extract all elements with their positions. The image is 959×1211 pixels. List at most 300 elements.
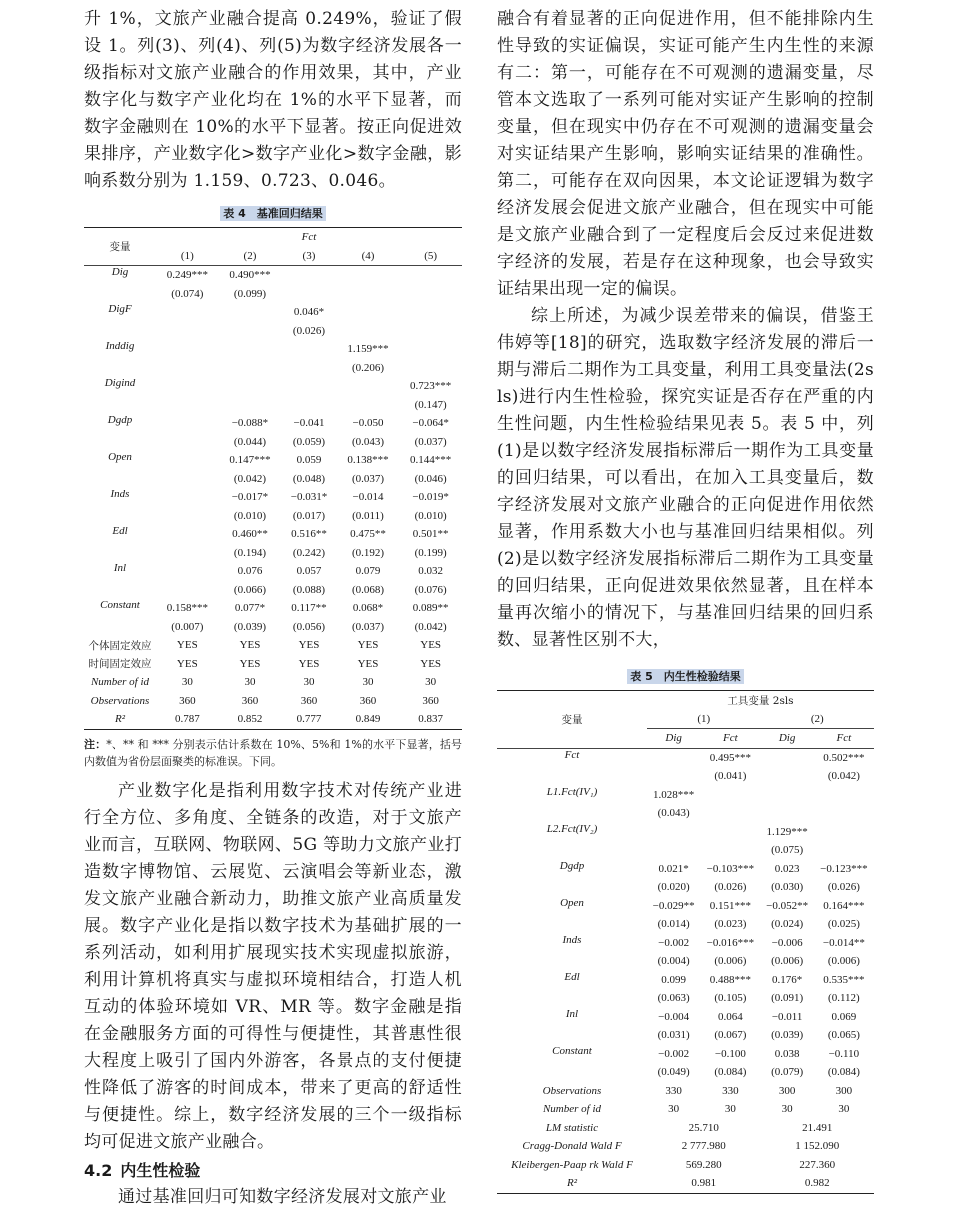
std-error-cell (399, 359, 462, 378)
stat-cell: 30 (244, 676, 256, 689)
std-error-cell (760, 767, 813, 786)
stat-cell: 30 (362, 676, 374, 689)
table-4 (84, 227, 462, 730)
stat-cell: 360 (241, 694, 259, 707)
std-error-cell: (0.006) (771, 955, 804, 968)
coefficient-cell (156, 340, 219, 359)
row-label: Dgdp (107, 414, 133, 426)
coefficient-cell (399, 340, 462, 359)
stat-cell: YES (420, 657, 442, 670)
table-row (84, 414, 462, 433)
coefficient-cell: −0.088* (231, 417, 269, 430)
table-4-note: 注：*、** 和 *** 分别表示估计系数在 10%、5%和 1%的水平下显著，括号内数值为省份层面聚类的标准误。下同。 (84, 737, 462, 768)
coefficient-cell: −0.002 (658, 1047, 690, 1060)
coefficient-cell (760, 786, 813, 805)
std-error-cell: (0.037) (351, 472, 385, 485)
coefficient-cell: 0.099 (661, 973, 686, 986)
coefficient-cell (156, 451, 219, 470)
std-error-cell: (0.147) (414, 398, 447, 411)
std-error-cell: (0.030) (771, 881, 804, 894)
coefficient-cell: 0.460** (232, 528, 268, 541)
table-row (84, 655, 462, 674)
coefficient-cell: −0.031* (290, 491, 328, 504)
std-error-cell: (0.192) (351, 546, 385, 559)
std-error-cell (337, 322, 400, 341)
std-error-cell (156, 544, 219, 563)
std-error-cell: (0.031) (657, 1029, 690, 1042)
row-label: Cragg-Donald Wald F (522, 1140, 622, 1153)
table-row (84, 340, 462, 359)
row-label: Constant (100, 599, 140, 611)
table-row (497, 786, 874, 805)
std-error-cell (156, 507, 219, 526)
coefficient-cell: 0.038 (774, 1047, 800, 1060)
stat-cell: 330 (665, 1084, 682, 1097)
std-error-cell: (0.044) (233, 435, 266, 448)
table-5 (497, 690, 874, 1194)
coefficient-cell (156, 562, 219, 581)
table-row (84, 636, 462, 655)
column-header: (4) (337, 247, 400, 266)
row-label: Open (108, 451, 132, 463)
std-error-cell: (0.199) (414, 546, 447, 559)
table-row (84, 599, 462, 618)
std-error-cell (337, 396, 400, 415)
row-label: Observations (90, 694, 150, 707)
coefficient-cell (399, 303, 462, 322)
std-error-cell (760, 804, 813, 823)
column-header: Fct (156, 228, 462, 247)
stat-cell: YES (298, 639, 320, 652)
std-error-cell: (0.043) (657, 807, 690, 820)
coefficient-cell: −0.029** (652, 899, 695, 912)
coefficient-cell: −0.041 (293, 417, 325, 430)
table-row (84, 562, 462, 581)
stat-cell: 30 (303, 676, 315, 689)
table-row (497, 748, 874, 767)
std-error-cell: (0.059) (292, 435, 325, 448)
table-row (497, 1045, 874, 1064)
std-error-cell: (0.026) (714, 881, 747, 894)
coefficient-cell (337, 303, 400, 322)
table-row (84, 266, 462, 285)
stat-cell: YES (176, 657, 198, 670)
table-row (497, 1008, 874, 1027)
std-error-cell: (0.017) (292, 509, 325, 522)
std-error-cell: (0.068) (351, 583, 385, 596)
coefficient-cell: 1.028*** (653, 788, 695, 801)
stat-cell: 300 (835, 1084, 853, 1097)
coefficient-cell (281, 377, 336, 396)
std-error-cell: (0.011) (352, 509, 384, 522)
coefficient-cell: 0.089** (412, 602, 449, 615)
stat-cell: 21.491 (802, 1121, 833, 1134)
row-label: LM statistic (545, 1121, 599, 1134)
column-header: (5) (399, 247, 462, 266)
coefficient-cell: −0.016*** (706, 936, 755, 949)
table-row (497, 934, 874, 953)
coefficient-cell: 0.032 (418, 565, 444, 578)
table-row (497, 1100, 874, 1119)
coefficient-cell: 0.502*** (823, 751, 865, 764)
coefficient-cell: 0.501** (412, 528, 449, 541)
stat-cell: 0.849 (337, 710, 400, 729)
coefficient-cell: 0.516** (291, 528, 327, 541)
table-5-caption: 表 5 内生性检验结果 (497, 668, 874, 684)
coefficient-cell: 0.023 (774, 862, 800, 875)
std-error-cell (219, 322, 282, 341)
row-label: Edl (112, 525, 128, 537)
row-label: L2.Fct(IV₂) (546, 822, 598, 835)
row-label: Inds (110, 488, 130, 500)
table-row (497, 691, 874, 710)
std-error-cell: (0.041) (714, 770, 747, 783)
row-label: DigF (108, 303, 132, 315)
column-header: 变量 (84, 228, 156, 266)
std-error-cell (156, 470, 219, 489)
stat-cell: YES (357, 657, 379, 670)
coefficient-cell: 0.064 (717, 1010, 743, 1023)
std-error-cell: (0.006) (714, 955, 747, 968)
std-error-cell: (0.088) (292, 583, 325, 596)
row-label: 个体固定效应 (88, 639, 152, 652)
table-row (84, 673, 462, 692)
coefficient-cell: 0.068* (352, 602, 384, 615)
row-label: Inl (565, 1007, 579, 1020)
std-error-cell: (0.065) (827, 1029, 860, 1042)
column-header: (3) (281, 247, 336, 266)
coefficient-cell (219, 340, 282, 359)
coefficient-cell: −0.014** (822, 936, 865, 949)
coefficient-cell (219, 377, 282, 396)
std-error-cell: (0.206) (351, 361, 385, 374)
table-row (497, 1174, 874, 1193)
coefficient-cell: 0.144*** (410, 454, 452, 467)
paragraph: 升 1%，文旅产业融合提高 0.249%，验证了假设 1。列(3)、列(4)、列(5)为数字经济发展各一级指标对文旅产业融合的作用效果，其中，产业数字化与数字产业化均在 1%的水平下显著，而数字金融则在 10%的水平下显著。按正向促进效果排序，产业数字化>数字产业化>数字金融，影响系数分别为 1.159、0.723、0.046。 (84, 9, 462, 191)
coefficient-cell: 0.138*** (347, 454, 389, 467)
stat-cell: 0.982 (760, 1174, 874, 1193)
stat-cell: 2 777.980 (681, 1140, 726, 1153)
row-label: Inl (113, 562, 127, 574)
stat-cell: YES (239, 639, 261, 652)
table-row (497, 1119, 874, 1138)
paragraph: 融合有着显著的正向促进作用，但不能排除内生性导致的实证偏误，实证可能产生内生性的来源有二：第一，可能存在不可观测的遗漏变量，尽管本文选取了一系列可能对实证产生影响的控制变量，但在现实中仍存在不可观测的遗漏变量会对实证结果产生影响，影响实证结果的准确性。第二，可能存在双向因果，本文论证逻辑为数字经济发展会促进文旅产业融合，但在现实中可能是文旅产业融合到了一定程度后会反过来促进数字经济的发展，若是存在这种现象，也会导致实证结果出现一定的偏误。 (497, 9, 874, 299)
stat-cell: 300 (778, 1084, 796, 1097)
coefficient-cell (281, 266, 336, 285)
std-error-cell (281, 396, 336, 415)
table-row (84, 303, 462, 322)
std-error-cell: (0.112) (828, 992, 860, 1005)
coefficient-cell: 0.077* (234, 602, 266, 615)
std-error-cell: (0.037) (414, 435, 447, 448)
stat-cell: 30 (181, 676, 193, 689)
std-error-cell: (0.066) (233, 583, 266, 596)
table-row (497, 823, 874, 842)
std-error-cell: (0.049) (657, 1066, 690, 1079)
coefficient-cell: 0.249*** (156, 266, 219, 285)
coefficient-cell: −0.006 (771, 936, 803, 949)
coefficient-cell: 0.151*** (709, 899, 751, 912)
std-error-cell: (0.039) (771, 1029, 804, 1042)
std-error-cell: (0.010) (233, 509, 266, 522)
std-error-cell: (0.043) (351, 435, 385, 448)
coefficient-cell (219, 303, 282, 322)
table-row (497, 971, 874, 990)
stat-cell: 569.280 (685, 1158, 722, 1171)
std-error-cell: (0.076) (414, 583, 447, 596)
coefficient-cell (156, 414, 219, 433)
coefficient-cell: 0.057 (296, 565, 322, 578)
coefficient-cell: 0.046* (293, 306, 325, 319)
coefficient-cell: 0.021* (658, 862, 689, 875)
stat-cell: YES (420, 639, 442, 652)
stat-cell: 1 152.090 (795, 1140, 840, 1153)
coefficient-cell: 0.490*** (219, 266, 282, 285)
std-error-cell: (0.091) (771, 992, 804, 1005)
section-heading: 4.2 内生性检验 (84, 1160, 201, 1180)
coefficient-cell (814, 786, 874, 805)
stat-cell: YES (176, 639, 198, 652)
row-label: Dig (84, 266, 156, 304)
table-4-caption: 表 4 基准回归结果 (84, 205, 462, 221)
coefficient-cell (156, 377, 219, 396)
column-header: Dig (760, 729, 813, 749)
std-error-cell: (0.048) (292, 472, 325, 485)
paragraph: 通过基准回归可知数字经济发展对文旅产业 (118, 1186, 447, 1207)
table-row (84, 377, 462, 396)
table-row (497, 1082, 874, 1101)
std-error-cell: (0.099) (233, 287, 266, 300)
std-error-cell: (0.026) (292, 324, 325, 337)
coefficient-cell (156, 303, 219, 322)
std-error-cell (281, 285, 336, 304)
std-error-cell (219, 396, 282, 415)
coefficient-cell: −0.110 (828, 1047, 860, 1060)
stat-cell: 30 (724, 1103, 736, 1116)
std-error-cell: (0.010) (414, 509, 447, 522)
row-label: Number of id (542, 1103, 602, 1116)
coefficient-cell: −0.052** (766, 899, 809, 912)
row-label: Inds (562, 933, 582, 946)
stat-cell: 360 (422, 694, 439, 707)
std-error-cell: (0.242) (292, 546, 325, 559)
stat-cell: 0.777 (281, 710, 336, 729)
std-error-cell (156, 396, 219, 415)
row-label: 时间固定效应 (88, 658, 152, 671)
std-error-cell (399, 285, 462, 304)
stat-cell: 330 (722, 1084, 739, 1097)
column-header: (1) (156, 247, 219, 266)
stat-cell: 30 (425, 676, 437, 689)
coefficient-cell: 0.176* (771, 973, 803, 986)
row-label: Digind (104, 377, 136, 389)
coefficient-cell (814, 823, 874, 842)
std-error-cell: (0.067) (714, 1029, 747, 1042)
std-error-cell: (0.042) (233, 472, 266, 485)
std-error-cell: (0.014) (657, 918, 690, 931)
table-row (84, 710, 462, 729)
coefficient-cell: −0.064* (412, 417, 449, 430)
std-error-cell (814, 841, 874, 860)
coefficient-cell (700, 786, 760, 805)
coefficient-cell: −0.103*** (706, 862, 755, 875)
coefficient-cell: −0.050 (352, 417, 384, 430)
std-error-cell: (0.105) (714, 992, 747, 1005)
table-row (84, 488, 462, 507)
stat-cell: 0.787 (156, 710, 219, 729)
std-error-cell: (0.194) (233, 546, 266, 559)
stat-cell: 25.710 (688, 1121, 719, 1134)
column-header: (2) (219, 247, 282, 266)
std-error-cell: (0.042) (414, 620, 447, 633)
coefficient-cell (281, 340, 336, 359)
stat-cell: 0.981 (647, 1174, 760, 1193)
stat-cell: 227.360 (799, 1158, 836, 1171)
coefficient-cell (156, 488, 219, 507)
std-error-cell (647, 767, 700, 786)
column-header: Fct (700, 729, 760, 749)
row-label: L1.Fct(IV₁) (546, 785, 598, 798)
std-error-cell: (0.056) (292, 620, 325, 633)
right-column (497, 6, 874, 1194)
std-error-cell (700, 841, 760, 860)
coefficient-cell (399, 266, 462, 285)
coefficient-cell: −0.002 (658, 936, 690, 949)
std-error-cell (647, 841, 700, 860)
std-error-cell: (0.020) (657, 881, 690, 894)
column-header: 变量 (497, 691, 647, 749)
std-error-cell (156, 322, 219, 341)
std-error-cell: (0.063) (657, 992, 690, 1005)
coefficient-cell: −0.004 (658, 1010, 690, 1023)
stat-cell: YES (239, 657, 261, 670)
table-row (84, 451, 462, 470)
left-column (84, 6, 462, 1211)
std-error-cell: (0.079) (771, 1066, 804, 1079)
std-error-cell: (0.007) (171, 620, 204, 633)
coefficient-cell: 0.117** (291, 602, 327, 615)
table-row (84, 692, 462, 711)
coefficient-cell (337, 266, 400, 285)
std-error-cell: (0.084) (827, 1066, 860, 1079)
coefficient-cell (156, 525, 219, 544)
coefficient-cell (760, 748, 813, 767)
table-row (497, 897, 874, 916)
table-row (497, 860, 874, 879)
std-error-cell: (0.026) (827, 881, 860, 894)
std-error-cell: (0.023) (714, 918, 747, 931)
row-label: Kleibergen-Paap rk Wald F (511, 1158, 633, 1171)
std-error-cell (219, 359, 282, 378)
coefficient-cell: 0.079 (355, 565, 381, 578)
table-row (84, 228, 462, 247)
row-label: R² (84, 710, 156, 729)
column-header: (2) (760, 710, 874, 729)
coefficient-cell: 0.535*** (823, 973, 865, 986)
column-header: 工具变量 2sls (647, 691, 874, 710)
coefficient-cell: −0.123*** (820, 862, 868, 875)
std-error-cell (156, 581, 219, 600)
std-error-cell: (0.024) (771, 918, 804, 931)
std-error-cell (281, 359, 336, 378)
std-error-cell (399, 322, 462, 341)
table-row (497, 1156, 874, 1175)
row-label: Constant (552, 1044, 592, 1057)
std-error-cell: (0.039) (233, 620, 266, 633)
coefficient-cell: 0.076 (237, 565, 263, 578)
row-label: Observations (542, 1084, 602, 1097)
coefficient-cell: 0.723*** (410, 380, 452, 393)
std-error-cell: (0.075) (771, 844, 804, 857)
std-error-cell (814, 804, 874, 823)
row-label: Inddig (105, 340, 135, 352)
row-label: Number of id (90, 676, 150, 689)
coefficient-cell: 1.129*** (766, 825, 808, 838)
coefficient-cell: −0.019* (412, 491, 449, 504)
row-label: Dgdp (559, 859, 585, 872)
row-label: Open (560, 896, 584, 909)
stat-cell: 360 (359, 694, 377, 707)
std-error-cell: (0.004) (657, 955, 690, 968)
coefficient-cell: 0.164*** (823, 899, 865, 912)
coefficient-cell (337, 377, 400, 396)
row-label: R² (497, 1174, 647, 1193)
stat-cell: 0.837 (399, 710, 462, 729)
coefficient-cell (700, 823, 760, 842)
coefficient-cell: −0.017* (231, 491, 269, 504)
coefficient-cell: 0.147*** (229, 454, 271, 467)
coefficient-cell (647, 748, 700, 767)
stat-cell: 0.852 (219, 710, 282, 729)
std-error-cell: (0.025) (827, 918, 860, 931)
stat-cell: YES (357, 639, 379, 652)
std-error-cell (337, 285, 400, 304)
column-header: Dig (647, 729, 700, 749)
row-label: Fct (564, 748, 580, 761)
stat-cell: 360 (300, 694, 318, 707)
coefficient-cell: 0.059 (296, 454, 322, 467)
std-error-cell (700, 804, 760, 823)
table-row (84, 525, 462, 544)
std-error-cell: (0.084) (714, 1066, 747, 1079)
stat-cell: 30 (838, 1103, 850, 1116)
std-error-cell: (0.006) (827, 955, 860, 968)
row-label: Edl (564, 970, 580, 983)
table-row (497, 1137, 874, 1156)
stat-cell: 30 (668, 1103, 680, 1116)
coefficient-cell: 0.488*** (709, 973, 751, 986)
std-error-cell: (0.037) (351, 620, 385, 633)
column-header: Fct (814, 729, 874, 749)
column-header: (1) (647, 710, 760, 729)
std-error-cell: (0.042) (827, 770, 860, 783)
coefficient-cell: 1.159*** (347, 343, 389, 356)
std-error-cell: (0.046) (414, 472, 447, 485)
coefficient-cell: −0.011 (771, 1010, 803, 1023)
coefficient-cell: 0.475** (350, 528, 386, 541)
coefficient-cell: 0.158*** (166, 602, 208, 615)
paragraph: 综上所述，为减少误差带来的偏误，借鉴王伟婷等[18]的研究，选取数字经济发展的滞后一期与滞后二期作为工具变量，利用工具变量法(2sls)进行内生性检验，探究实证是否存在严重的内生性问题，内生性检验结果见表 5。表 5 中，列(1)是以数字经济发展指标滞后一期作为工具变量的回归结果，可以看出，在加入工具变量后，数字经济发展对文旅产业融合的正向促进作用依然显著，作用系数大小也与基准回归结果相似。列(2)是以数字经济发展指标滞后二期作为工具变量的回归结果，正向促进效果依然显著，且在样本量再次缩小的情况下，与基准回归结果的回归系数、显著性区别不大， (497, 306, 874, 650)
stat-cell: 30 (781, 1103, 793, 1116)
std-error-cell: (0.074) (171, 287, 204, 300)
std-error-cell (156, 359, 219, 378)
coefficient-cell: 0.495*** (709, 751, 751, 764)
stat-cell: YES (298, 657, 320, 670)
stat-cell: 360 (179, 694, 196, 707)
coefficient-cell: −0.014 (352, 491, 384, 504)
coefficient-cell: 0.069 (831, 1010, 857, 1023)
paragraph: 产业数字化是指利用数字技术对传统产业进行全方位、多角度、全链条的改造，对于文旅产业而言，互联网、物联网、5G 等助力文旅产业打造数字博物馆、云展览、云演唱会等新业态，激发文旅产业融合新动力，助推文旅产业高质量发展。数字产业化是指以数字技术为基础扩展的一系列活动，如利用扩展现实技术实现虚拟旅游，利用计算机将真实与虚拟环境相结合，打造人机互动的体验环境如 VR、MR 等。数字金融是指在金融服务方面的可得性与便捷性，其普惠性很大程度上吸引了国内外游客，各景点的支付便捷性降低了游客的时间成本，带来了更高的舒适性与便捷性。综上，数字经济发展的三个一级指标均可促进文旅产业融合。 (84, 780, 462, 1152)
